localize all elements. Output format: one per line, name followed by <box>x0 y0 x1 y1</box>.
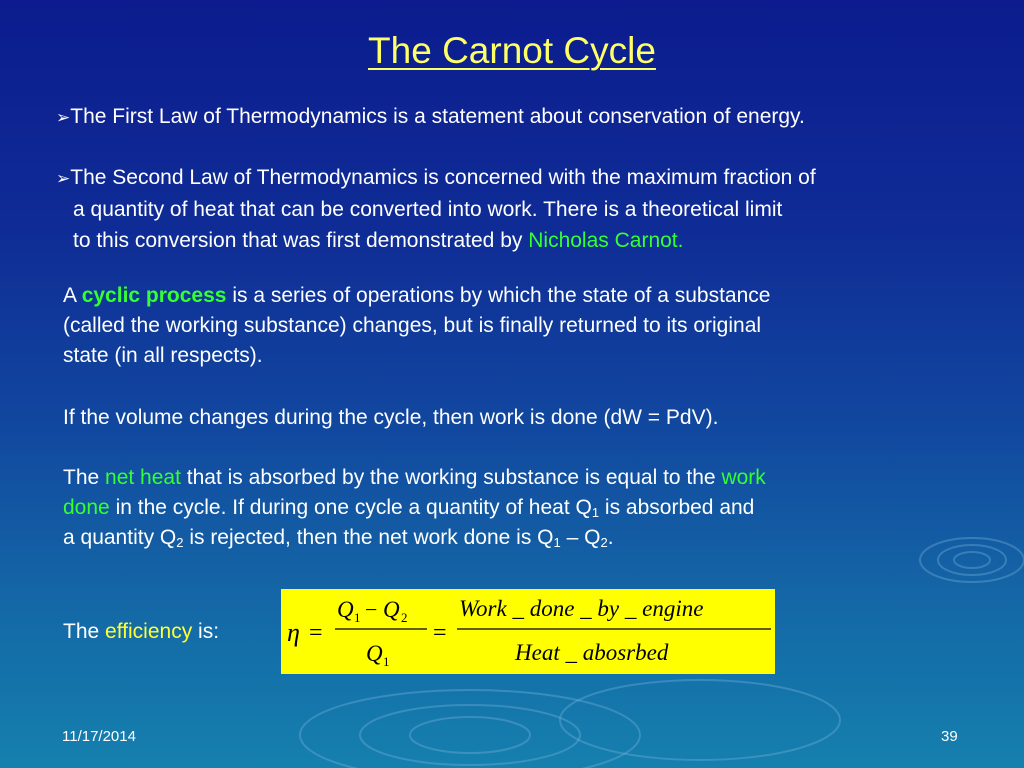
denominator-right: Heat _ abosrbed <box>515 640 669 665</box>
numerator-minus: − <box>365 597 378 622</box>
efficiency-tail: is: <box>198 620 220 643</box>
denominator-sub1: 1 <box>383 654 390 669</box>
done-term: done <box>63 496 110 519</box>
second-law-line3: to this conversion that was first demonstrated by <box>73 229 523 252</box>
slide-number: 39 <box>941 728 958 745</box>
net-heat-line3-end: . <box>607 526 614 549</box>
subscript: 2 <box>600 535 608 550</box>
subscript: 1 <box>591 505 600 520</box>
equals-sign: = <box>309 620 323 646</box>
net-heat-lead: The <box>63 466 100 489</box>
work-term: work <box>721 466 766 489</box>
efficiency-equation-box <box>281 589 775 674</box>
numerator-q1: Q <box>337 597 354 622</box>
second-law-line2: a quantity of heat that can be converted into work. There is a theoretical limit <box>73 198 783 221</box>
efficiency-equation <box>281 589 775 674</box>
arrow-bullet-icon: ➢ <box>56 169 71 188</box>
cyclic-lead: A <box>63 284 76 307</box>
second-law-line1: The Second Law of Thermodynamics is concerned with the maximum fraction of <box>70 166 816 189</box>
efficiency-lead: The <box>63 620 100 643</box>
numerator-sub1: 1 <box>354 610 361 625</box>
slide-date: 11/17/2014 <box>62 728 136 745</box>
second-law-line3-wrap <box>56 225 816 256</box>
eta-symbol: η <box>287 618 300 647</box>
numerator-sub2: 2 <box>401 610 408 625</box>
efficiency-term: efficiency <box>105 620 193 643</box>
equals-sign: = <box>433 620 447 646</box>
bullet-first-law <box>56 101 805 133</box>
efficiency-label <box>63 617 219 647</box>
bullet-second-law <box>56 162 816 256</box>
slide-title: The Carnot Cycle <box>368 30 656 71</box>
cyclic-line2: (called the working substance) changes, but is finally returned to its original <box>63 314 762 337</box>
work-done-line: If the volume changes during the cycle, then work is done (dW = PdV). <box>63 406 719 429</box>
cyclic-process-term: cyclic process <box>81 284 227 307</box>
subscript: 1 <box>553 535 561 550</box>
net-heat-line2-end: is absorbed and <box>604 496 755 519</box>
subscript: 2 <box>176 535 184 550</box>
cyclic-process-paragraph <box>63 281 770 371</box>
carnot-name: Nicholas Carnot. <box>528 229 684 252</box>
first-law-text: The First Law of Thermodynamics is a statement about conservation of energy. <box>70 105 805 128</box>
arrow-bullet-icon: ➢ <box>56 108 71 127</box>
numerator-right: Work _ done _ by _ engine <box>459 596 704 621</box>
net-heat-line3a: a quantity Q <box>63 526 177 549</box>
cyclic-line1: is a series of operations by which the state of a substance <box>232 284 771 307</box>
net-heat-line2: in the cycle. If during one cycle a quantity of heat Q <box>115 496 592 519</box>
cyclic-line3: state (in all respects). <box>63 344 263 367</box>
numerator-q2: Q <box>383 597 400 622</box>
net-heat-term: net heat <box>105 466 181 489</box>
denominator-q1: Q <box>366 641 383 666</box>
net-heat-line3c: – Q <box>566 526 601 549</box>
net-heat-paragraph <box>63 463 766 553</box>
net-heat-mid: that is absorbed by the working substance is equal to the <box>186 466 716 489</box>
net-heat-line3b: is rejected, then the net work done is Q <box>189 526 554 549</box>
